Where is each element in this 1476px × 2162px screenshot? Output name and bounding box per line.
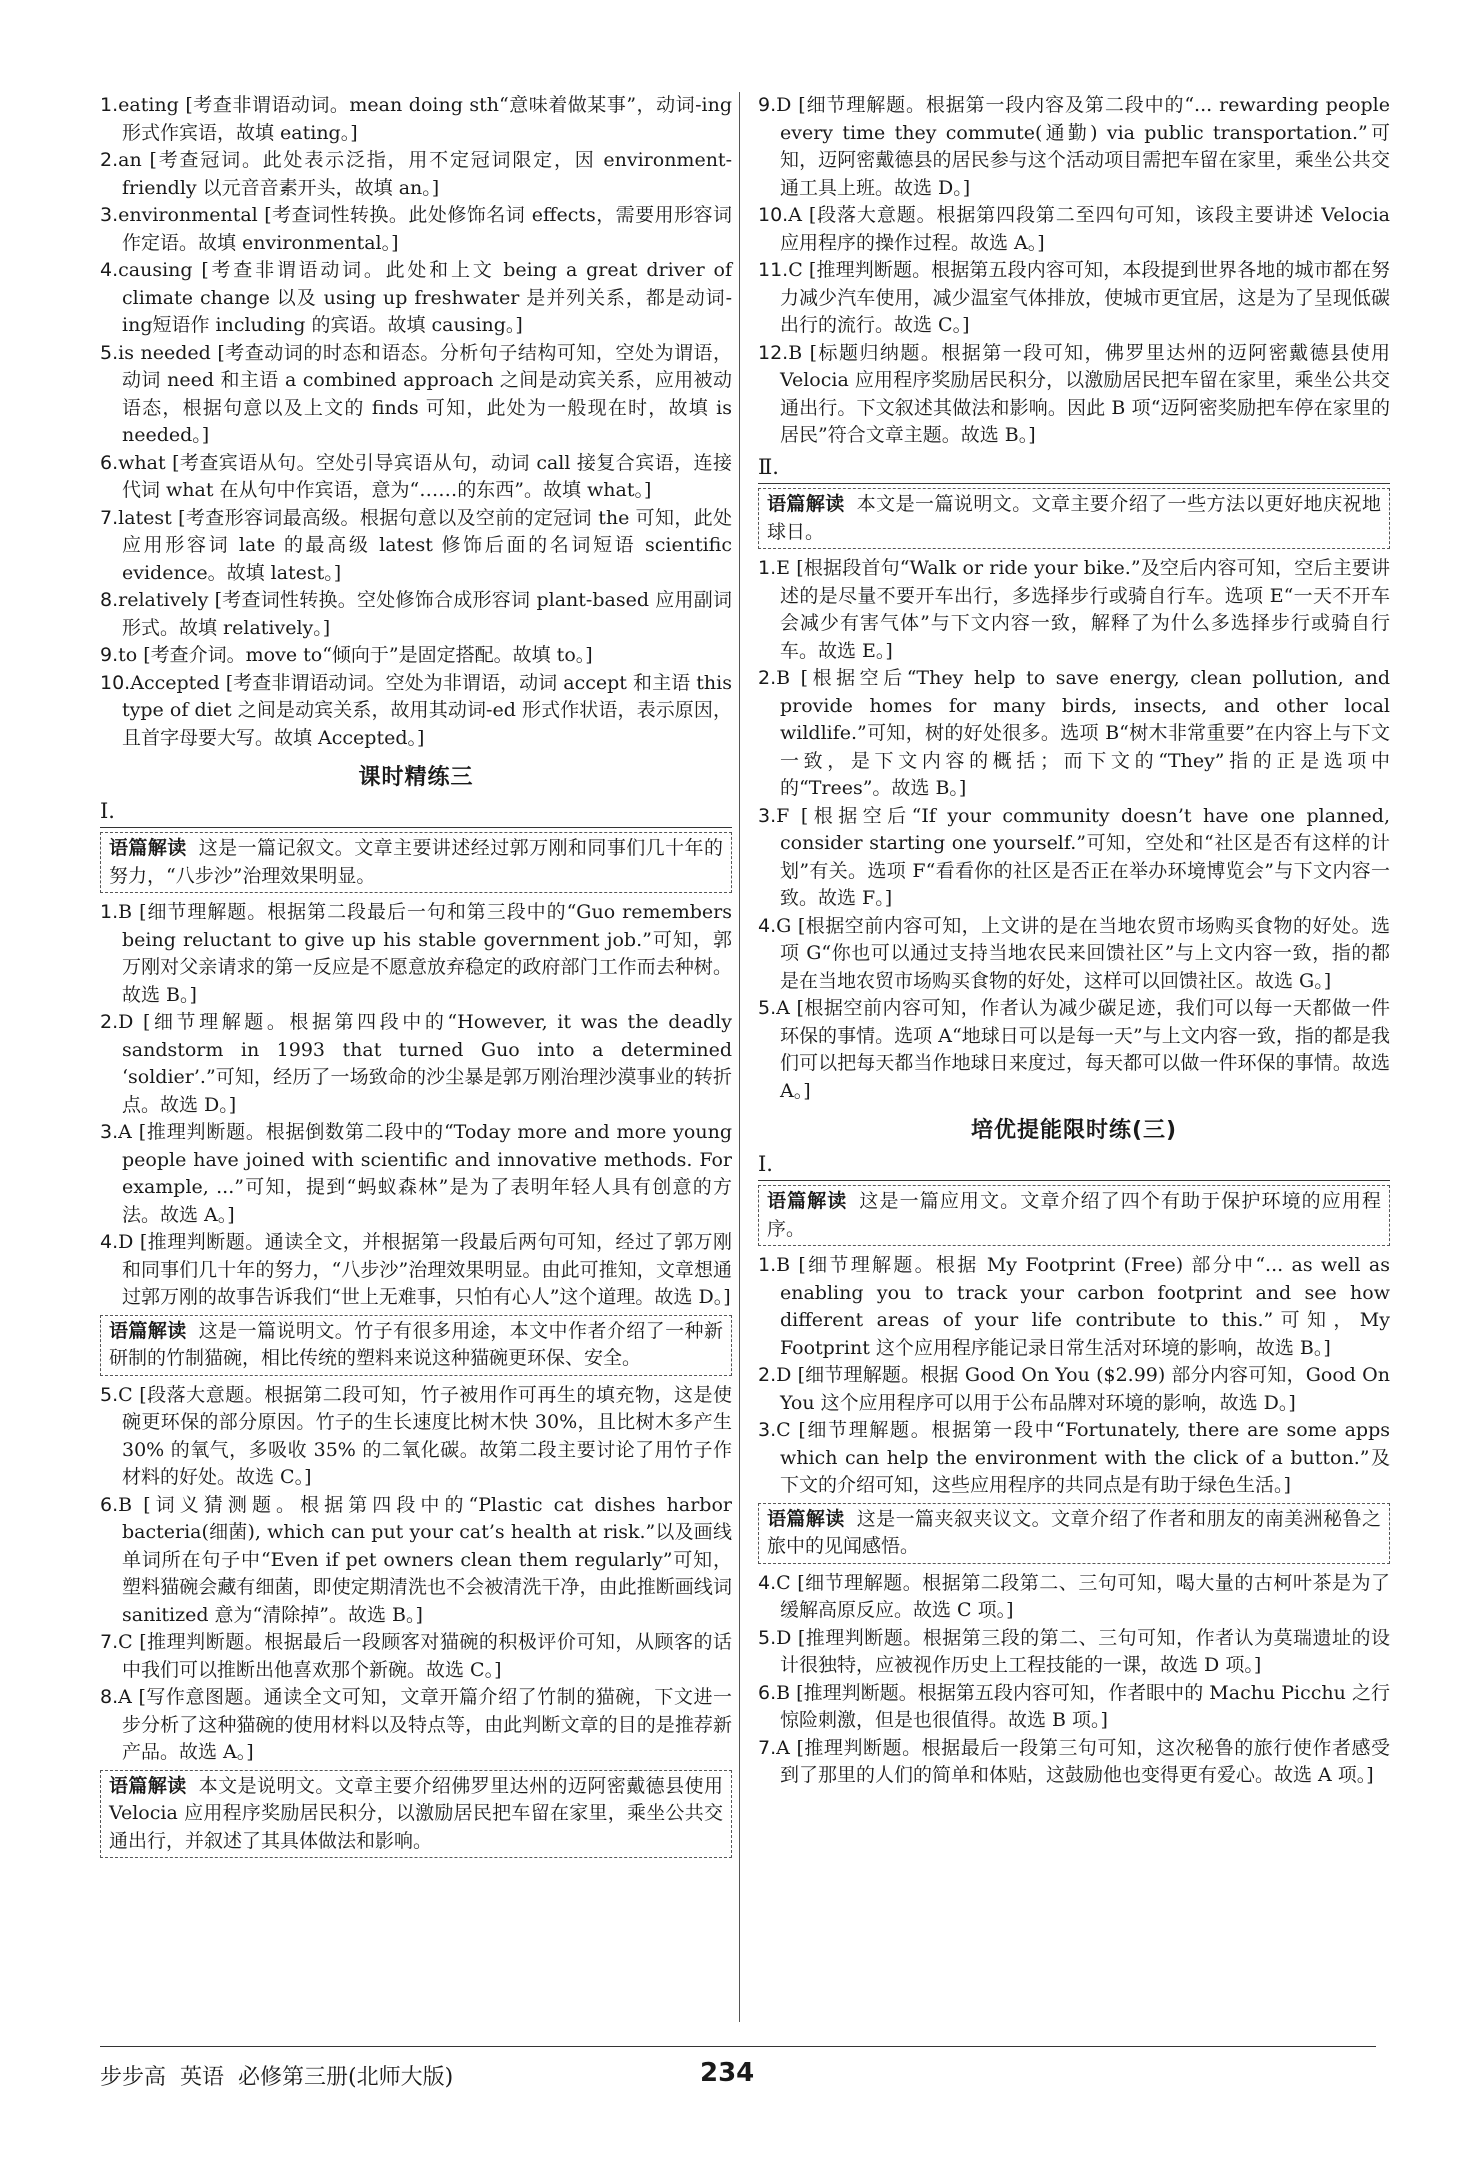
answer-text: environmental [考查词性转换。此处修饰名词 effects，需要用形容词作定语。故填 environmental。] (118, 204, 732, 254)
answer-number: 1. (100, 94, 119, 116)
right-answers-mid (758, 555, 1390, 1105)
passage-note-text: 这是一篇说明文。竹子有很多用途，本文中作者介绍了一种新研制的竹制猫碗，相比传统的塑料来说这种猫碗更环保、安全。 (109, 1319, 723, 1369)
passage-note (100, 1315, 732, 1376)
footer-brand: 步步高 (100, 2065, 167, 2090)
answer-item (758, 913, 1390, 996)
answer-number: 3. (100, 1121, 119, 1143)
answer-number: 9. (758, 94, 777, 116)
answer-text: A [段落大意题。根据第四段第二至四句可知，该段主要讲述 Velocia 应用程序的操作过程。故选 A。] (780, 204, 1390, 254)
passage-note (758, 488, 1390, 549)
answer-item (758, 1252, 1390, 1362)
right-answers-top (758, 92, 1390, 450)
answer-item (100, 1119, 732, 1229)
answer-number: 2. (758, 1364, 777, 1386)
answer-item (100, 147, 732, 202)
answer-text: A [推理判断题。根据倒数第二段中的“Today more and more young people have joined with scientific and innovative methods. For example, ...”可知，提到“蚂蚁森林”是为了表明年轻人具有创意的方法。故选 A。] (118, 1121, 732, 1226)
answer-item (100, 92, 732, 147)
passage-note-tag: 语篇解读 (767, 493, 845, 515)
answer-item (758, 1735, 1390, 1790)
answer-item (100, 1229, 732, 1312)
answer-item (100, 642, 732, 670)
passage-note-tag: 语篇解读 (109, 1774, 187, 1797)
answer-text: D [推理判断题。根据第三段的第二、三句可知，作者认为莫瑞遗址的设计很独特，应被视作历史上工程技能的一课，故选 D 项。] (776, 1626, 1390, 1676)
answer-item (100, 257, 732, 340)
answer-item (100, 670, 732, 753)
answer-item (100, 587, 732, 642)
footer (100, 2060, 467, 2091)
answer-item (758, 1625, 1390, 1680)
answer-number: 5. (758, 997, 777, 1019)
answer-item (758, 803, 1390, 913)
answer-item (758, 92, 1390, 202)
answer-number: 7. (758, 1736, 777, 1759)
answer-number: 3. (758, 1419, 777, 1441)
part-marker: Ⅰ. (758, 1151, 773, 1176)
answer-number: 3. (758, 804, 777, 827)
answer-number: 6. (758, 1681, 777, 1704)
answer-item (100, 505, 732, 588)
left-answers-bottom (100, 1382, 732, 1767)
answer-text: B [细节理解题。根据第二段最后一句和第三段中的“Guo remembers being reluctant to give up his stable government job.”可知，郭万刚对父亲请求的第一反应是不愿意放弃稳定的政府部门工作而去种树。故选 B。] (118, 901, 732, 1006)
answer-item (758, 665, 1390, 803)
answer-number: 4. (758, 914, 777, 937)
answer-number: 1. (758, 557, 777, 579)
answer-text: B [细节理解题。根据 My Footprint (Free) 部分中“... as well as enabling you to track your carbon footprint and see how different areas of your life contribute to this.”可知，My Footprint 这个应用程序能记录日常生活对环境的影响，故选 B。] (776, 1254, 1390, 1359)
answer-number: 1. (100, 901, 119, 923)
answer-text: C [细节理解题。根据第一段中“Fortunately, there are some apps which can help the environment with the click of a button.”及下文的介绍可知，这些应用程序的共同点是有助于绿色生活。] (776, 1419, 1390, 1496)
answer-item (758, 202, 1390, 257)
answer-item (758, 1680, 1390, 1735)
answer-number: 4. (100, 1231, 119, 1253)
passage-note (100, 1770, 732, 1859)
answer-text: what [考查宾语从句。空处引导宾语从句，动词 call 接复合宾语，连接代词 what 在从句中作宾语，意为“……的东西”。故填 what。] (118, 451, 732, 501)
right-answers-last (758, 1570, 1390, 1790)
answer-text: Accepted [考查非谓语动词。空处为非谓语，动词 accept 和主语 this type of diet 之间是动宾关系，故用其动词-ed 形式作状语，表示原因，且首字母要大写。故填 Accepted。] (122, 671, 732, 749)
answer-text: B [推理判断题。根据第五段内容可知，作者眼中的 Machu Picchu 之行惊险刺激，但是也很值得。故选 B 项。] (776, 1681, 1390, 1731)
passage-note-tag: 语篇解读 (767, 1190, 848, 1212)
part-marker: Ⅰ. (100, 798, 115, 823)
answer-number: 6. (100, 451, 119, 474)
answer-text: D [推理判断题。通读全文，并根据第一段最后两句可知，经过了郭万刚和同事们几十年的努力，“八步沙”治理效果明显。由此可推知，文章想通过郭万刚的故事告诉我们“世上无难事，只怕有心人”这个道理。故选 D。] (118, 1231, 732, 1308)
right-answers-lower (758, 1252, 1390, 1500)
answer-number: 4. (758, 1571, 777, 1594)
passage-note-text: 这是一篇夹叙夹议文。文章介绍了作者和朋友的南美洲秘鲁之旅中的见闻感悟。 (767, 1507, 1381, 1557)
left-answers-mid (100, 899, 732, 1312)
answer-number: 5. (100, 1383, 119, 1406)
answer-text: C [推理判断题。根据第五段内容可知，本段提到世界各地的城市都在努力减少汽车使用，减少温室气体排放，使城市更宜居，这是为了呈现低碳出行的流行。故选 C。] (780, 259, 1390, 336)
left-answers-top (100, 92, 732, 752)
answer-number: 5. (100, 341, 119, 364)
answer-item (100, 450, 732, 505)
answer-number: 12. (758, 341, 789, 364)
answer-number: 2. (758, 667, 777, 689)
section-title: 课时精练三 (358, 765, 474, 790)
answer-text: is needed [考查动词的时态和语态。分析句子结构可知，空处为谓语，动词 need 和主语 a combined approach 之间是动宾关系，应用被动语态，根据句意以及上文的 finds 可知，此处为一般现在时，故填 is needed。] (118, 341, 732, 446)
answer-number: 2. (100, 1011, 119, 1033)
divider-rule (758, 483, 1390, 484)
footer-book: 必修第三册(北师大版) (238, 2065, 454, 2090)
passage-note-tag: 语篇解读 (109, 1319, 187, 1342)
answer-item (100, 1009, 732, 1119)
answer-number: 8. (100, 1686, 119, 1708)
answer-text: causing [考查非谓语动词。此处和上文 being a great driver of climate change 以及 using up freshwater 是并列关系，都是动词-ing短语作 including 的宾语。故填 causing。] (118, 259, 732, 336)
answer-number: 9. (100, 644, 119, 666)
answer-item (758, 257, 1390, 340)
answer-number: 4. (100, 259, 119, 281)
footer-subject: 英语 (180, 2065, 225, 2090)
answer-text: C [细节理解题。根据第二段第二、三句可知，喝大量的古柯叶茶是为了缓解高原反应。故选 C 项。] (776, 1571, 1390, 1621)
answer-item (100, 1629, 732, 1684)
left-column (100, 92, 732, 1864)
answer-item (100, 1492, 732, 1630)
answer-number: 2. (100, 149, 119, 171)
answer-text: latest [考查形容词最高级。根据句意以及空前的定冠词 the 可知，此处应用形容词 late 的最高级 latest 修饰后面的名词短语 scientific evidence。故填 latest。] (118, 506, 732, 584)
answer-number: 10. (100, 671, 131, 694)
answer-item (758, 555, 1390, 665)
answer-item (100, 899, 732, 1009)
answer-text: eating [考查非谓语动词。mean doing sth“意味着做某事”，动词-ing形式作宾语，故填 eating。] (118, 94, 732, 144)
part-marker: Ⅱ. (758, 454, 779, 479)
answer-text: A [根据空前内容可知，作者认为减少碳足迹，我们可以每一天都做一件环保的事情。选项 A“地球日可以是每一天”与上文内容一致，指的都是我们可以把每天都当作地球日来度过，每天都可以做一件环保的事情。故选 A。] (776, 997, 1390, 1102)
answer-text: A [写作意图题。通读全文可知，文章开篇介绍了竹制的猫碗，下文进一步分析了这种猫碗的使用材料以及特点等，由此判断文章的目的是推荐新产品。故选 A。] (118, 1686, 732, 1763)
footer-rule (100, 2046, 1376, 2047)
answer-number: 5. (758, 1626, 777, 1649)
answer-text: D [细节理解题。根据 Good On You ($2.99) 部分内容可知，Good On You 这个应用程序可以用于公布品牌对环境的影响，故选 D。] (776, 1364, 1390, 1414)
answer-text: A [推理判断题。根据最后一段第三句可知，这次秘鲁的旅行使作者感受到了那里的人们的简单和体贴，这鼓励他也变得更有爱心。故选 A 项。] (776, 1736, 1390, 1786)
answer-text: C [段落大意题。根据第二段可知，竹子被用作可再生的填充物，这是使碗更环保的部分原因。竹子的生长速度比树木快 30%，且比树木多产生 30% 的氧气，多吸收 35% 的二氧化碳。故第二段主要讨论了用竹子作材料的好处。故选 C。] (118, 1383, 732, 1488)
answer-item (758, 1417, 1390, 1500)
passage-note-tag: 语篇解读 (767, 1507, 845, 1530)
answer-text: to [考查介词。move to“倾向于”是固定搭配。故填 to。] (118, 644, 593, 666)
answer-item (758, 1570, 1390, 1625)
column-divider (739, 92, 740, 2022)
divider-rule (758, 1180, 1390, 1181)
answer-text: E [根据段首句“Walk or ride your bike.”及空后内容可知，空后主要讲述的是尽量不要开车出行，多选择步行或骑自行车。选项 E“一天不开车会减少有害气体”与下文内容一致，解释了为什么多选择步行或骑自行车。故选 E。] (776, 557, 1390, 662)
answer-item (100, 340, 732, 450)
answer-item (758, 1362, 1390, 1417)
answer-number: 8. (100, 589, 119, 611)
answer-number: 10. (758, 204, 789, 226)
page-number: 234 (700, 2058, 755, 2088)
section-title: 培优提能限时练(三) (970, 1118, 1178, 1143)
answer-text: D [细节理解题。根据第一段内容及第二段中的“... rewarding people every time they commute(通勤) via public transportation.”可知，迈阿密戴德县的居民参与这个活动项目需把车留在家里，乘坐公共交通工具上班。故选 D。] (776, 94, 1390, 199)
passage-note-text: 本文是说明文。文章主要介绍佛罗里达州的迈阿密戴德县使用 Velocia 应用程序奖励居民积分，以激励居民把车留在家里，乘坐公共交通出行，并叙述了其具体做法和影响。 (109, 1774, 723, 1852)
passage-note (758, 1185, 1390, 1246)
answer-number: 11. (758, 259, 789, 281)
answer-text: B [标题归纳题。根据第一段可知，佛罗里达州的迈阿密戴德县使用 Velocia 应用程序奖励居民积分，以激励居民把车留在家里，乘坐公共交通出行。下文叙述其做法和影响。因此 B 项“迈阿密奖励把车停在家里的居民”符合文章主题。故选 B。] (780, 341, 1390, 446)
answer-number: 7. (100, 1631, 119, 1653)
answer-text: F [根据空后“If your community doesn’t have one planned, consider starting one yourself.”可知，空处和“社区是否有这样的计划”有关。选项 F“看看你的社区是否正在举办环境博览会”与下文内容一致。故选 F。] (776, 804, 1390, 909)
answer-number: 6. (100, 1493, 119, 1516)
answer-number: 3. (100, 204, 119, 226)
answer-item (758, 995, 1390, 1105)
answer-text: an [考查冠词。此处表示泛指，用不定冠词限定，因 environment-friendly 以元音音素开头，故填 an。] (118, 149, 732, 199)
passage-note-text: 这是一篇记叙文。文章主要讲述经过郭万刚和同事们几十年的努力，“八步沙”治理效果明显。 (109, 837, 723, 887)
answer-item (758, 340, 1390, 450)
passage-note-text: 这是一篇应用文。文章介绍了四个有助于保护环境的应用程序。 (767, 1190, 1381, 1240)
answer-number: 1. (758, 1254, 777, 1276)
divider-rule (100, 827, 732, 828)
answer-text: C [推理判断题。根据最后一段顾客对猫碗的积极评价可知，从顾客的话中我们可以推断出他喜欢那个新碗。故选 C。] (118, 1631, 732, 1681)
answer-number: 7. (100, 506, 119, 529)
answer-text: relatively [考查词性转换。空处修饰合成形容词 plant-based 应用副词形式。故填 relatively。] (118, 589, 732, 639)
answer-item (100, 1382, 732, 1492)
passage-note (758, 1503, 1390, 1564)
answer-text: D [细节理解题。根据第四段中的“However, it was the deadly sandstorm in 1993 that turned Guo into a determined ‘soldier’.”可知，经历了一场致命的沙尘暴是郭万刚治理沙漠事业的转折点。故选 D。] (118, 1011, 732, 1116)
passage-note (100, 832, 732, 893)
right-column (758, 92, 1390, 1790)
answer-text: B [根据空后“They help to save energy, clean pollution, and provide homes for many birds, insects, and other local wildlife.”可知，树的好处很多。选项 B“树木非常重要”在内容上与下文一致，是下文内容的概括；而下文的“They”指的正是选项中的“Trees”。故选 B。] (776, 667, 1390, 799)
answer-item (100, 1684, 732, 1767)
answer-text: G [根据空前内容可知，上文讲的是在当地农贸市场购买食物的好处。选项 G“你也可以通过支持当地农民来回馈社区”与上文内容一致，指的都是在当地农贸市场购买食物的好处，这样可以回馈社区。故选 G。] (776, 914, 1390, 992)
passage-note-tag: 语篇解读 (109, 837, 187, 859)
passage-note-text: 本文是一篇说明文。文章主要介绍了一些方法以更好地庆祝地球日。 (767, 493, 1381, 543)
answer-item (100, 202, 732, 257)
answer-text: B [词义猜测题。根据第四段中的“Plastic cat dishes harbor bacteria(细菌), which can put your cat’s health at risk.”以及画线单词所在句子中“Even if pet owners clean them regularly”可知，塑料猫碗会藏有细菌，即使定期清洗也不会被清洗干净，由此推断画线词 sanitized 意为“清除掉”。故选 B。] (118, 1493, 732, 1626)
